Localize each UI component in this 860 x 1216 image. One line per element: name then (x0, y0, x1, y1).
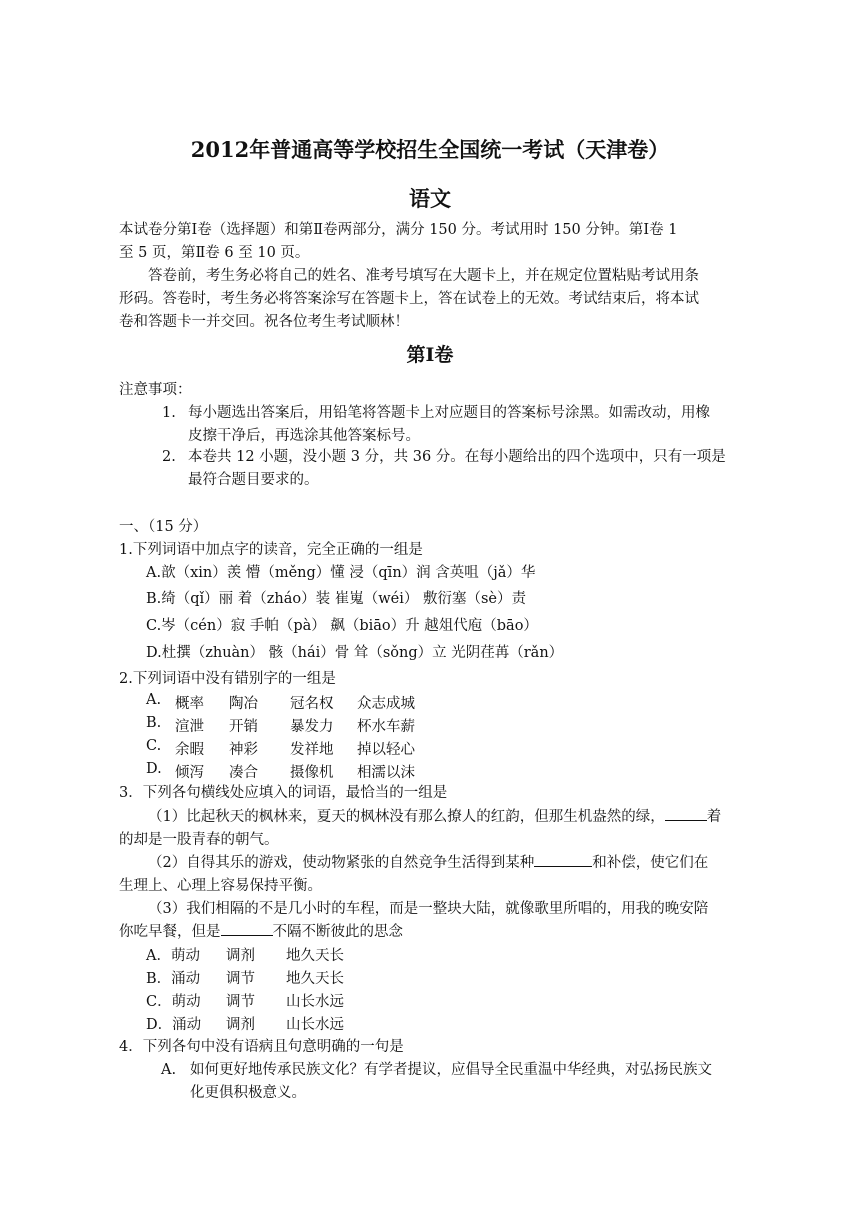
q3-sentence-text: 着 (706, 809, 722, 825)
exam-title: 2012年普通高等学校招生全国统一考试（天津卷） (190, 137, 670, 162)
q3-sentence-text: 你吃早餐，但是 (119, 924, 221, 940)
q2-cell: D. (146, 761, 162, 777)
q3-sentence-3-cont (119, 921, 403, 944)
intro-line: 卷和答题卡一并交回。祝各位考生考试顺林！ (119, 314, 409, 330)
q2-cell: 众志成城 (357, 696, 415, 712)
intro-line: 形码。答卷时，考生务必将答案涂写在答题卡上，答在试卷上的无效。考试结束后，将本试 (119, 291, 699, 307)
question-stem: 1.下列词语中加点字的读音，完全正确的一组是 (119, 542, 423, 558)
q2-cell: C. (146, 738, 162, 754)
q3-cell: 山长水远 (286, 994, 344, 1010)
notes-heading: 注意事项： (119, 382, 192, 398)
note-number: 2. (162, 449, 176, 465)
q3-cell: D．涌动 (146, 1017, 202, 1033)
q3-sentence-1 (148, 806, 721, 829)
section-heading: 一、（15 分） (119, 519, 208, 535)
q1-option-d: D.杜撰（zhuàn） 骸（hái）骨 耸（sǒng）立 光阴荏苒（rǎn） (146, 645, 564, 661)
q2-cell: 掉以轻心 (357, 742, 415, 758)
note-text: 每小题选出答案后，用铅笔将答题卡上对应题目的答案标号涂黑。如需改动，用橡 (188, 405, 710, 421)
q2-cell: 凑合 (229, 765, 258, 781)
q4-option-a-cont: 化更俱积极意义。 (190, 1085, 306, 1101)
q3-cell: 调节 (226, 994, 255, 1010)
intro-line: 本试卷分第Ⅰ卷（选择题）和第Ⅱ卷两部分，满分 150 分。考试用时 150 分钟。第Ⅰ卷 1 (119, 222, 678, 238)
q2-cell: 倾泻 (175, 765, 204, 781)
q2-cell: 暴发力 (290, 719, 334, 735)
q2-cell: A. (146, 692, 162, 708)
fill-blank (534, 852, 592, 867)
q3-sentence-text: （1）比起秋天的枫林来，夏天的枫林没有那么撩人的红韵，但那生机盎然的绿， (148, 809, 665, 825)
q2-cell: 杯水车薪 (357, 719, 415, 735)
question-stem: 3．下列各句横线处应填入的词语，最恰当的一组是 (119, 785, 448, 801)
intro-line: 答卷前，考生务必将自己的姓名、准考号填写在大题卡上，并在规定位置粘贴考试用条 (148, 268, 699, 284)
q2-cell: 摄像机 (290, 765, 334, 781)
fill-blank (221, 921, 273, 936)
q3-cell: B．涌动 (146, 971, 201, 987)
q3-sentence-2-cont: 生理上、心理上容易保持平衡。 (119, 878, 322, 894)
q3-cell: 山长水远 (286, 1017, 344, 1033)
q2-cell: 开销 (229, 719, 258, 735)
q3-sentence-text: 不隔不断彼此的思念 (272, 924, 403, 940)
q1-option-a: A.歆（xin）羡 懵（měng）懂 浸（qīn）润 含英咀（jǎ）华 (146, 565, 536, 581)
note-text: 本卷共 12 小题，没小题 3 分，共 36 分。在每小题给出的四个选项中，只有一项是 (188, 449, 726, 465)
intro-line: 至 5 页，第Ⅱ卷 6 至 10 页。 (119, 245, 310, 261)
note-text: 最符合题目要求的。 (188, 472, 319, 488)
q4-option-a: 如何更好地传承民族文化？有学者提议，应倡导全民重温中华经典，对弘扬民族文 (190, 1062, 712, 1078)
q2-cell: 渲泄 (175, 719, 204, 735)
q2-cell: 概率 (175, 696, 204, 712)
question-stem: 4．下列各句中没有语病且句意明确的一句是 (119, 1039, 404, 1055)
q3-sentence-text: 和补偿，使它们在 (592, 855, 709, 871)
q2-cell: B. (146, 715, 162, 731)
q3-cell: 调剂 (226, 948, 255, 964)
q3-cell: C．萌动 (146, 994, 201, 1010)
note-text: 皮擦干净后，再选涂其他答案标号。 (188, 428, 420, 444)
q3-sentence-1-cont: 的却是一股青春的朝气。 (119, 832, 279, 848)
volume-title: 第Ⅰ卷 (406, 344, 454, 366)
q3-cell: 调剂 (226, 1017, 255, 1033)
q2-cell: 陶冶 (229, 696, 258, 712)
note-number: 1. (162, 405, 176, 421)
q2-cell: 冠名权 (290, 696, 334, 712)
q3-sentence-2 (148, 852, 708, 875)
q2-cell: 神彩 (229, 742, 258, 758)
q2-cell: 相濡以沫 (357, 765, 415, 781)
q3-sentence-3: （3）我们相隔的不是几小时的车程，而是一整块大陆，就像歌里所唱的，用我的晚安陪 (148, 901, 709, 917)
q3-sentence-text: （2）自得其乐的游戏，使动物紧张的自然竞争生活得到某种 (148, 855, 535, 871)
q3-cell: A．萌动 (146, 948, 200, 964)
q2-cell: 余暇 (175, 742, 204, 758)
subject-title: 语文 (409, 186, 451, 211)
fill-blank (665, 806, 707, 821)
q3-cell: 调节 (226, 971, 255, 987)
q1-option-b: B.绮（qǐ）丽 着（zháo）装 崔嵬（wéi） 敷衍塞（sè）责 (146, 591, 527, 607)
q4-option-label: A. (161, 1062, 177, 1078)
q3-cell: 地久天长 (286, 971, 344, 987)
q1-option-c: C.岑（cén）寂 手帕（pà） 飙（biāo）升 越俎代庖（bāo） (146, 618, 538, 634)
q2-cell: 发祥地 (290, 742, 334, 758)
question-stem: 2.下列词语中没有错别字的一组是 (119, 671, 336, 687)
q3-cell: 地久天长 (286, 948, 344, 964)
